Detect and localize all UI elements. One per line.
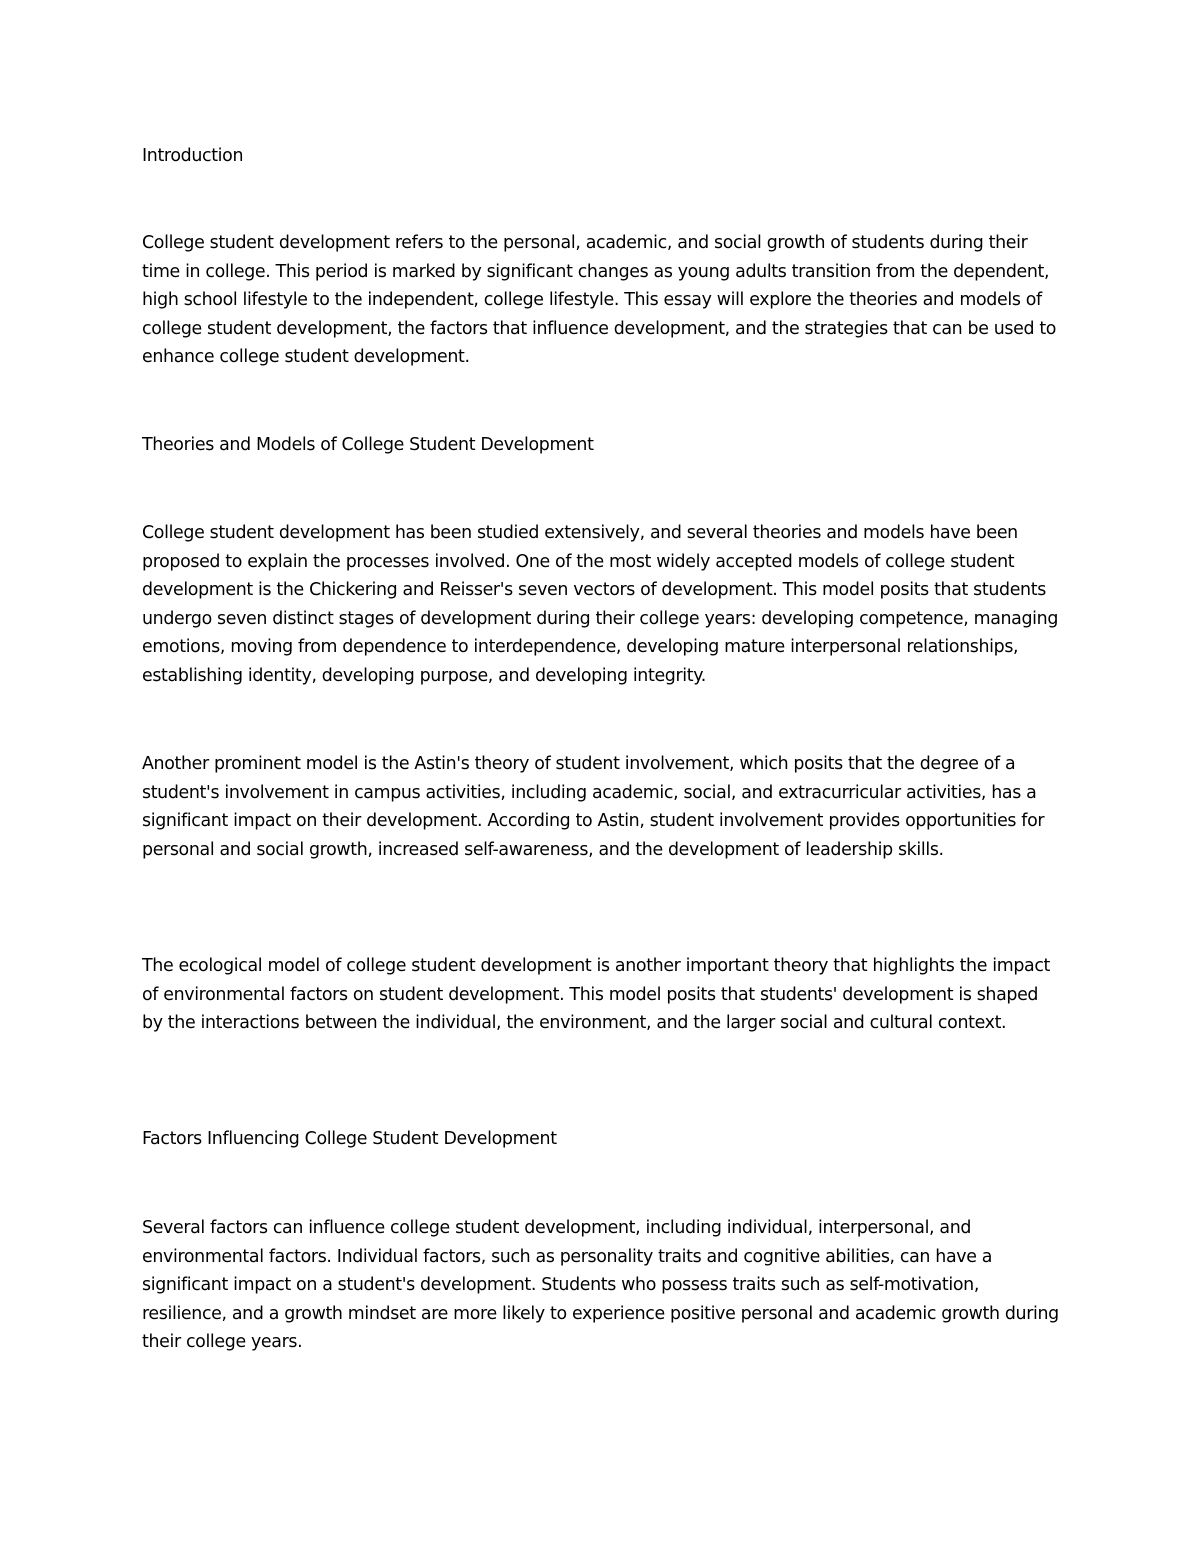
paragraph-factors: Several factors can influence college student development, including individual, interpersonal, and environmental factors. Individual factors, such as personality traits and cognitive abilities, can have a significant impact on a student's development. Students who possess traits such as self-motivation, resilience, and a growth mindset are more likely to experience positive personal and academic growth during their college years. xyxy=(142,1218,1059,1353)
section-heading-theories: Theories and Models of College Student Development xyxy=(142,435,594,455)
paragraph-introduction: College student development refers to the personal, academic, and social growth of students during their time in college. This period is marked by significant changes as young adults transition from the dependent, high school lifestyle to the independent, college lifestyle. This essay will explore the theories and models of college student development, the factors that influence development, and the strategies that can be used to enhance college student development. xyxy=(142,233,1057,368)
section-heading-factors: Factors Influencing College Student Development xyxy=(142,1129,557,1149)
paragraph-theories-seven-vectors: College student development has been studied extensively, and several theories and models have been proposed to explain the processes involved. One of the most widely accepted models of college student development is the Chickering and Reisser's seven vectors of development. This model posits that students undergo seven distinct stages of development during their college years: developing competence, managing emotions, moving from dependence to interdependence, developing mature interpersonal relationships, establishing identity, developing purpose, and developing integrity. xyxy=(142,523,1059,686)
paragraph-theories-ecological: The ecological model of college student development is another important theory that highlights the impact of environmental factors on student development. This model posits that students' development is shaped by the interactions between the individual, the environment, and the larger social and cultural context. xyxy=(142,956,1051,1034)
section-heading-introduction: Introduction xyxy=(142,146,244,166)
paragraph-theories-astin: Another prominent model is the Astin's theory of student involvement, which posits that the degree of a student's involvement in campus activities, including academic, social, and extracurricular activities, has a significant impact on their development. According to Astin, student involvement provides opportunities for personal and social growth, increased self-awareness, and the development of leadership skills. xyxy=(142,754,1045,860)
